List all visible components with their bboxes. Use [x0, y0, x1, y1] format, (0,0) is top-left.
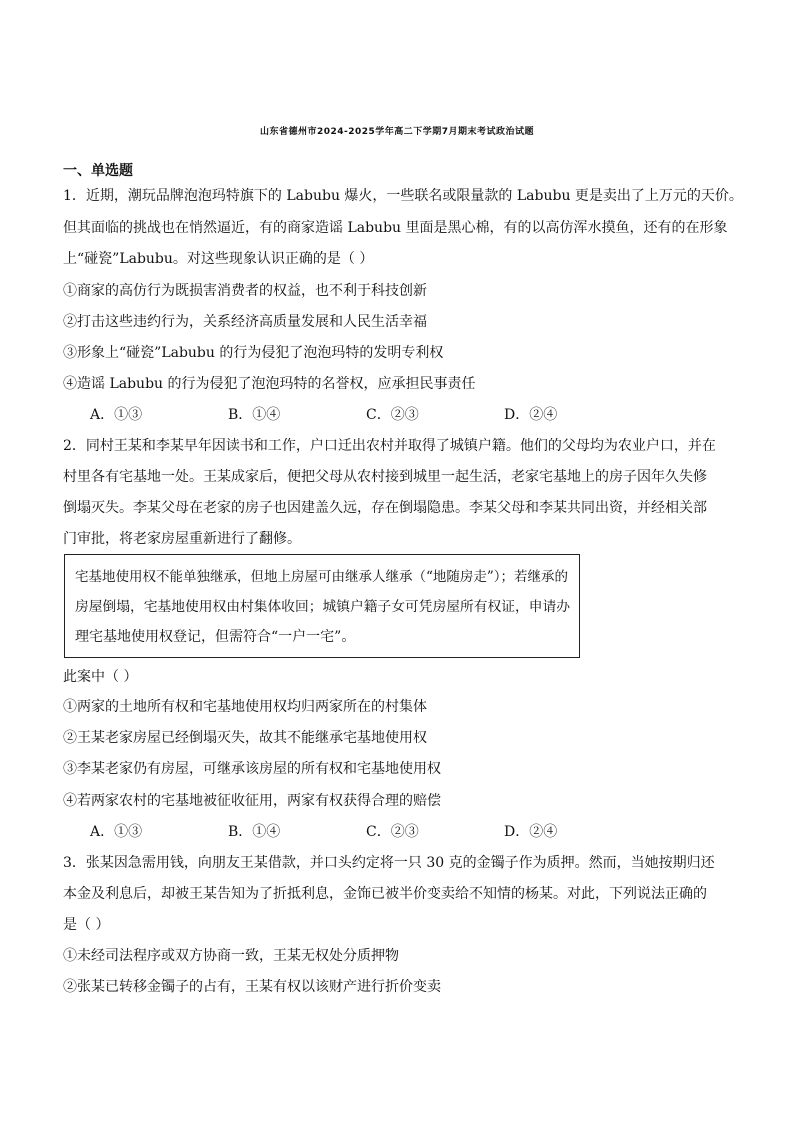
- q2-statement: ③李某老家仍有房屋，可继承该房屋的所有权和宅基地使用权: [63, 761, 441, 777]
- q2-stem: 此案中（ ）: [63, 669, 138, 685]
- q1-option-c[interactable]: C．②③: [366, 407, 419, 423]
- page-title: 山东省德州市2024-2025学年高二下学期7月期末考试政治试题: [259, 127, 535, 137]
- q2-material-line: 房屋倒塌，宅基地使用权由村集体收回；城镇户籍子女可凭房屋所有权证，申请办: [75, 599, 571, 615]
- q1-statement: ④造谣 Labubu 的行为侵犯了泡泡玛特的名誉权，应承担民事责任: [63, 376, 476, 392]
- q3-line: 3．张某因急需用钱，向朋友王某借款，并口头约定将一只 30 克的金镯子作为质押。然而，当她按期归还: [63, 855, 715, 871]
- q1-option-a[interactable]: A．①③: [90, 407, 143, 423]
- q1-options: [90, 405, 642, 425]
- q2-option-a[interactable]: A．①③: [90, 824, 143, 840]
- q1-option-d[interactable]: D．②④: [504, 407, 558, 423]
- q1-statement: ③形象上“碰瓷”Labubu 的行为侵犯了泡泡玛特的发明专利权: [63, 345, 444, 361]
- q2-option-b[interactable]: B．①④: [228, 824, 281, 840]
- q3-statement: ①未经司法程序或双方协商一致，王某无权处分质押物: [63, 948, 399, 964]
- q2-option-d[interactable]: D．②④: [504, 824, 558, 840]
- q2-options: [90, 822, 642, 842]
- q2-line: 2．同村王某和李某早年因读书和工作，户口迁出农村并取得了城镇户籍。他们的父母均为农业户口，并在: [63, 438, 716, 454]
- q1-line: 但其面临的挑战也在悄然逼近，有的商家造谣 Labubu 里面是黑心棉，有的以高仿浑水摸鱼，还有的在形象: [63, 220, 728, 236]
- q3-line: 是（ ）: [63, 917, 110, 933]
- q3-line: 本金及利息后，却被王某告知为了折抵利息，金饰已被半价变卖给不知情的杨某。对此，下列说法正确的: [63, 886, 707, 902]
- q2-line: 村里各有宅基地一处。王某成家后，便把父母从农村接到城里一起生活，老家宅基地上的房子因年久失修: [63, 469, 707, 485]
- q2-material-line: 宅基地使用权不能单独继承，但地上房屋可由继承人继承（“地随房走”）；若继承的: [75, 569, 569, 585]
- section-heading: 一、单选题: [63, 163, 133, 179]
- q1-line: 1．近期，潮玩品牌泡泡玛特旗下的 Labubu 爆火，一些联名或限量款的 Labubu 更是卖出了上万元的天价。: [63, 188, 743, 204]
- q1-statement: ①商家的高仿行为既损害消费者的权益，也不利于科技创新: [63, 283, 427, 299]
- q1-option-b[interactable]: B．①④: [228, 407, 281, 423]
- q2-option-c[interactable]: C．②③: [366, 824, 419, 840]
- q2-material-line: 理宅基地使用权登记，但需符合“一户一宅”。: [75, 629, 356, 645]
- q3-statement: ②张某已转移金镯子的占有，王某有权以该财产进行折价变卖: [63, 979, 441, 995]
- q2-line: 倒塌灭失。李某父母在老家的房子也因建盖久远，存在倒塌隐患。李某父母和李某共同出资，并经相关部: [63, 500, 707, 516]
- q1-statement: ②打击这些违约行为，关系经济高质量发展和人民生活幸福: [63, 314, 427, 330]
- q2-statement: ④若两家农村的宅基地被征收征用，两家有权获得合理的赔偿: [63, 793, 441, 809]
- q2-line: 门审批，将老家房屋重新进行了翻修。: [63, 531, 301, 547]
- q1-line: 上“碰瓷”Labubu。对这些现象认识正确的是（ ）: [63, 251, 374, 267]
- q2-material-box: [64, 554, 580, 658]
- q2-statement: ②王某老家房屋已经倒塌灭失，故其不能继承宅基地使用权: [63, 730, 427, 746]
- q2-statement: ①两家的土地所有权和宅基地使用权均归两家所在的村集体: [63, 699, 427, 715]
